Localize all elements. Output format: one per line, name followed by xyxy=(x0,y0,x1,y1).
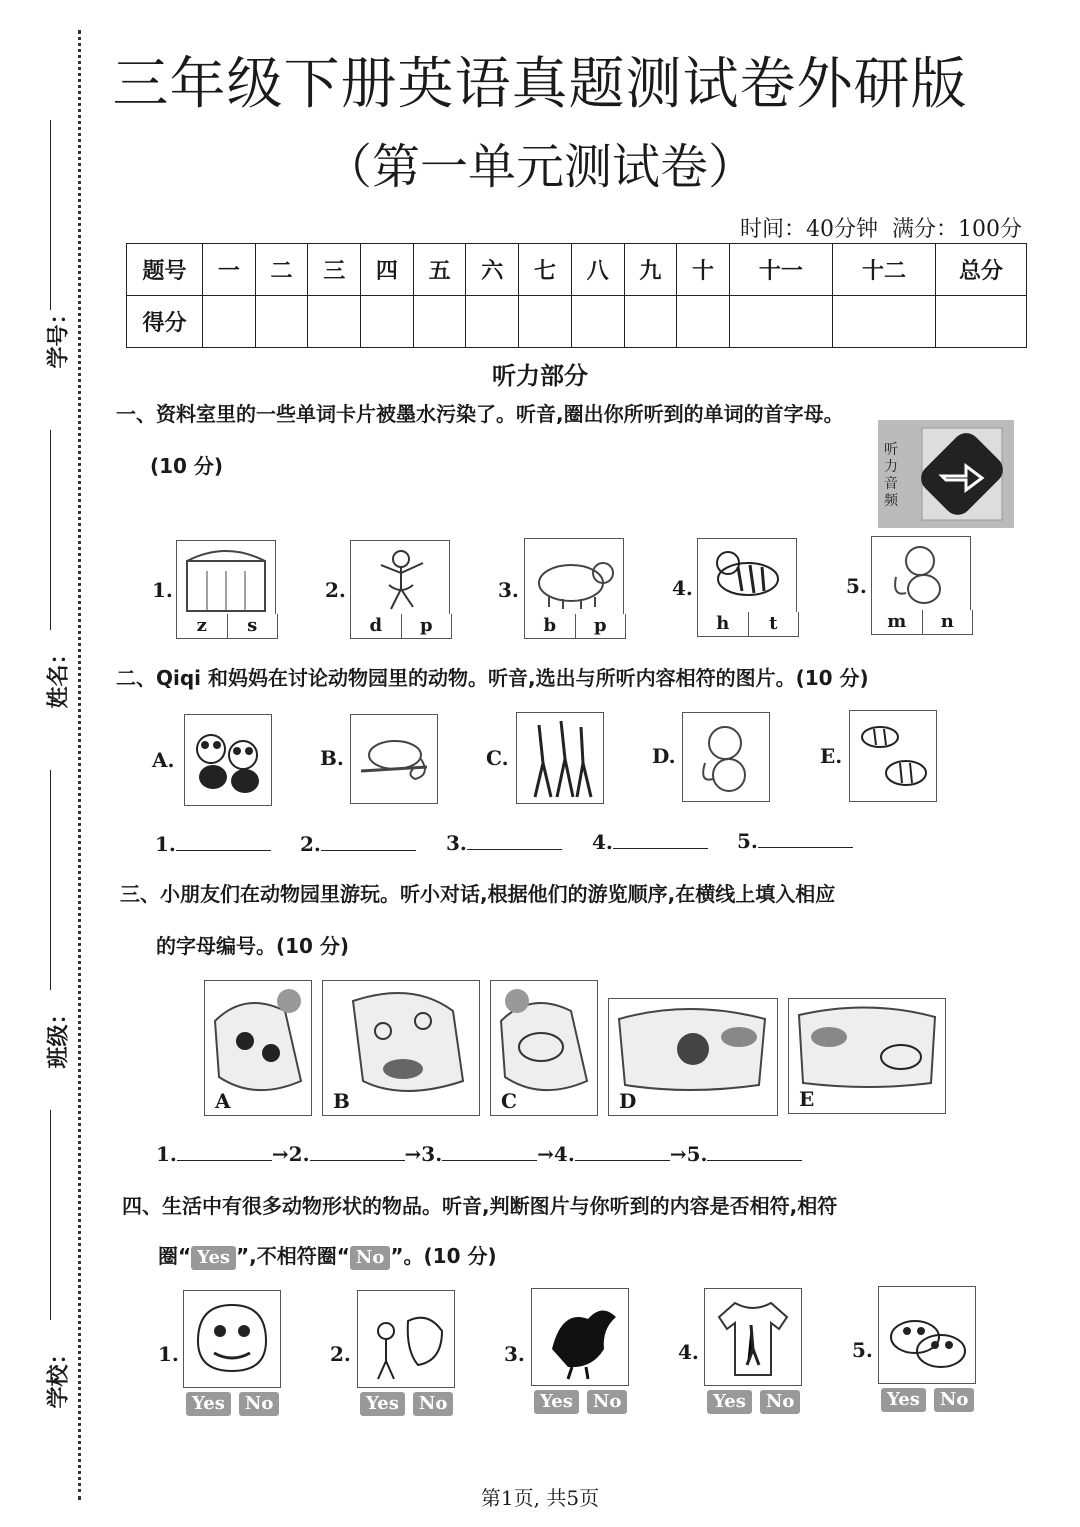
table-cell: 题号 xyxy=(127,244,203,296)
section4-title: 四、生活中有很多动物形状的物品。听音,判断图片与你听到的内容是否相符,相符 xyxy=(122,1194,838,1218)
score-input-cell[interactable] xyxy=(832,296,935,348)
table-cell: 三 xyxy=(308,244,361,296)
table-cell: 六 xyxy=(466,244,519,296)
item-number: 1. xyxy=(158,1342,179,1366)
table-cell: 十二 xyxy=(832,244,935,296)
table-cell: 十 xyxy=(677,244,730,296)
giraffes-icon xyxy=(516,712,604,804)
answer-number: 2. xyxy=(300,832,321,856)
answer-line xyxy=(592,830,708,854)
letter-option[interactable]: h xyxy=(716,613,730,634)
answer-blank[interactable] xyxy=(176,832,271,851)
scene-label: E xyxy=(799,1087,815,1111)
item-number: 3. xyxy=(504,1342,525,1366)
answer-blank[interactable] xyxy=(310,1142,405,1161)
yes-mark: Yes xyxy=(191,1246,236,1270)
table-cell: 二 xyxy=(255,244,308,296)
no-mark: No xyxy=(350,1246,390,1270)
yes-no-options xyxy=(186,1392,279,1416)
answer-blank[interactable] xyxy=(758,829,853,848)
scene-label: C xyxy=(501,1089,517,1113)
no-option[interactable]: No xyxy=(587,1390,627,1414)
letter-option[interactable]: d xyxy=(369,615,383,636)
full-score: 满分：100分 xyxy=(892,217,1022,242)
yes-option[interactable]: Yes xyxy=(707,1390,752,1414)
pandas-icon xyxy=(184,714,272,806)
score-table-score-row xyxy=(127,296,1027,348)
section3-title-cont: 的字母编号。(10 分) xyxy=(156,934,350,958)
zoo-gate-icon xyxy=(176,540,276,616)
scene-d xyxy=(608,998,778,1116)
answer-number: 4. xyxy=(592,830,613,854)
answer-blank[interactable] xyxy=(321,832,416,851)
section2-title: 二、Qiqi 和妈妈在讨论动物园里的动物。听音,选出与所听内容相符的图片。(10 分) xyxy=(116,666,869,690)
table-cell: 五 xyxy=(413,244,466,296)
answer-blank[interactable] xyxy=(575,1142,670,1161)
scene-b xyxy=(322,980,480,1116)
answer-line xyxy=(446,831,562,855)
letter-option[interactable]: n xyxy=(922,610,973,634)
share-arrow-icon[interactable] xyxy=(914,420,1010,528)
panda-enclosure-icon xyxy=(205,981,311,1093)
score-input-cell[interactable] xyxy=(413,296,466,348)
option-label: B. xyxy=(320,746,344,770)
option-label: A. xyxy=(152,748,175,772)
qr-label-char: 音 xyxy=(884,476,898,492)
yes-option[interactable]: Yes xyxy=(534,1390,579,1414)
school-label: 学校： xyxy=(45,1342,72,1409)
yes-no-options xyxy=(707,1390,800,1414)
bear-icon xyxy=(524,538,624,616)
answer-blank[interactable] xyxy=(177,1142,272,1161)
table-cell: 总分 xyxy=(936,244,1027,296)
answer-number: →3. xyxy=(404,1142,443,1166)
scene-a xyxy=(204,980,312,1116)
qr-label-char: 听 xyxy=(884,442,898,458)
qr-label-char: 频 xyxy=(884,493,898,509)
yes-no-options xyxy=(534,1390,627,1414)
school-line xyxy=(50,1110,51,1320)
name-label: 姓名： xyxy=(45,642,72,709)
letter-options xyxy=(697,612,799,637)
score-table xyxy=(126,243,1027,348)
lion-dance-head-icon xyxy=(183,1290,281,1388)
item-number: 1. xyxy=(152,578,173,602)
section3-title: 三、小朋友们在动物园里游玩。听小对话,根据他们的游览顺序,在横线上填入相应 xyxy=(120,882,836,906)
letter-options xyxy=(871,610,973,635)
yes-no-options xyxy=(881,1388,974,1412)
scene-e xyxy=(788,998,946,1114)
listening-heading: 听力部分 xyxy=(492,362,588,390)
answer-blank[interactable] xyxy=(707,1142,802,1161)
score-input-cell[interactable] xyxy=(308,296,361,348)
item-number: 5. xyxy=(852,1338,873,1362)
text-fragment: ”,不相符圈“ xyxy=(236,1244,350,1268)
monkey-enclosure-icon xyxy=(323,981,479,1093)
lion-enclosure-icon xyxy=(609,999,777,1093)
letter-options xyxy=(176,614,278,639)
score-input-cell[interactable] xyxy=(936,296,1027,348)
letter-option[interactable]: t xyxy=(748,612,799,636)
score-input-cell[interactable] xyxy=(624,296,677,348)
score-table-header-row xyxy=(127,244,1027,296)
table-cell: 一 xyxy=(203,244,256,296)
letter-options xyxy=(350,614,452,639)
page-title: 三年级下册英语真题测试卷外研版 xyxy=(112,52,968,117)
answer-number: →5. xyxy=(669,1142,708,1166)
letter-options xyxy=(524,614,626,639)
score-input-cell[interactable] xyxy=(519,296,572,348)
score-input-cell[interactable] xyxy=(466,296,519,348)
name-line xyxy=(50,430,51,630)
no-option[interactable]: No xyxy=(239,1392,279,1416)
answer-blank[interactable] xyxy=(613,830,708,849)
monkey-icon xyxy=(682,712,770,802)
answer-number: 1. xyxy=(155,832,176,856)
answer-number: →4. xyxy=(537,1142,575,1166)
yes-option[interactable]: Yes xyxy=(360,1392,405,1416)
table-cell: 十一 xyxy=(729,244,832,296)
exam-meta xyxy=(740,212,1022,243)
answer-blank[interactable] xyxy=(442,1142,537,1161)
yes-option[interactable]: Yes xyxy=(186,1392,231,1416)
answer-number: 5. xyxy=(737,829,758,853)
page-footer: 第1页, 共5页 xyxy=(480,1486,600,1510)
table-cell: 七 xyxy=(519,244,572,296)
rooster-papercut-icon xyxy=(531,1288,629,1386)
panda-slippers-icon xyxy=(878,1286,976,1384)
letter-option[interactable]: z xyxy=(196,615,207,636)
qr-label-char: 力 xyxy=(884,459,898,475)
no-option[interactable]: No xyxy=(760,1390,800,1414)
item-number: 4. xyxy=(672,576,693,600)
score-input-cell[interactable] xyxy=(203,296,256,348)
elephant-enclosure-icon xyxy=(491,981,597,1093)
scene-c xyxy=(490,980,598,1116)
table-cell: 得分 xyxy=(127,296,203,348)
option-label: D. xyxy=(652,744,676,768)
answer-blank[interactable] xyxy=(467,831,562,850)
score-input-cell[interactable] xyxy=(255,296,308,348)
scene-label: B xyxy=(333,1089,350,1113)
lion-dance-icon xyxy=(357,1290,455,1388)
section1-score: (10 分) xyxy=(150,454,224,478)
answer-number: 1. xyxy=(156,1142,177,1166)
yes-option[interactable]: Yes xyxy=(881,1388,926,1412)
item-number: 5. xyxy=(846,574,867,598)
text-fragment: ”。(10 分) xyxy=(390,1244,497,1268)
order-answer xyxy=(156,1142,802,1166)
table-cell: 八 xyxy=(571,244,624,296)
student-id-label: 学号： xyxy=(45,302,72,369)
binding-dotted-line xyxy=(78,30,81,1500)
tiger-enclosure-icon xyxy=(789,999,945,1091)
letter-option[interactable]: p xyxy=(401,614,452,638)
class-line xyxy=(50,770,51,990)
monkey-icon xyxy=(871,536,971,612)
tigers-icon xyxy=(849,710,937,802)
option-label: C. xyxy=(486,746,509,770)
table-cell: 九 xyxy=(624,244,677,296)
qr-code[interactable] xyxy=(878,420,1014,528)
option-label: E. xyxy=(820,744,843,768)
answer-line xyxy=(155,832,271,856)
letter-option[interactable]: m xyxy=(887,611,907,632)
ballet-dancer-icon xyxy=(350,540,450,616)
score-input-cell[interactable] xyxy=(571,296,624,348)
section1-title: 一、资料室里的一些单词卡片被墨水污染了。听音,圈出你所听到的单词的首字母。 xyxy=(116,402,844,426)
item-number: 2. xyxy=(330,1342,351,1366)
answer-number: 3. xyxy=(446,831,467,855)
no-option[interactable]: No xyxy=(413,1392,453,1416)
scene-label: A xyxy=(215,1089,231,1113)
letter-option[interactable]: b xyxy=(543,615,557,636)
answer-line xyxy=(300,832,416,856)
score-input-cell[interactable] xyxy=(361,296,414,348)
giraffe-tshirt-icon xyxy=(704,1288,802,1386)
item-number: 4. xyxy=(678,1340,699,1364)
yes-no-options xyxy=(360,1392,453,1416)
page-subtitle: （第一单元测试卷） xyxy=(323,139,756,195)
text-fragment: 圈“ xyxy=(158,1244,192,1268)
chameleon-icon xyxy=(350,714,438,804)
no-option[interactable]: No xyxy=(934,1388,974,1412)
letter-option[interactable]: s xyxy=(227,614,278,638)
item-number: 3. xyxy=(498,578,519,602)
item-number: 2. xyxy=(325,578,346,602)
scene-label: D xyxy=(619,1089,637,1113)
answer-number: →2. xyxy=(271,1142,310,1166)
class-label: 班级： xyxy=(45,1002,72,1069)
answer-line xyxy=(737,829,853,853)
score-input-cell[interactable] xyxy=(729,296,832,348)
score-input-cell[interactable] xyxy=(677,296,730,348)
time-limit: 时间：40分钟 xyxy=(740,217,878,242)
section4-title-cont xyxy=(158,1240,497,1270)
letter-option[interactable]: p xyxy=(575,614,626,638)
table-cell: 四 xyxy=(361,244,414,296)
tiger-icon xyxy=(697,538,797,614)
